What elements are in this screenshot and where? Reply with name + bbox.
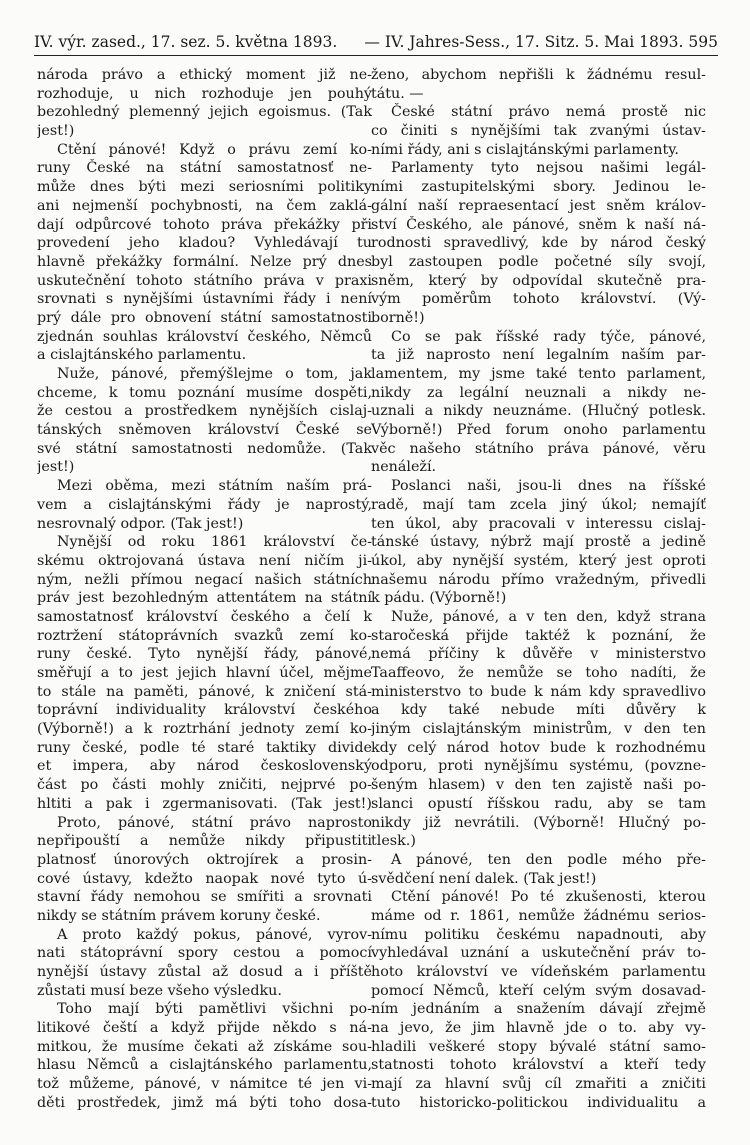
- text-line: prý dále pro obnovení státní samostatnosti: [37, 309, 372, 326]
- text-line: nesrovnalý odpor. (Tak jest!): [37, 515, 244, 532]
- text-line: zůstati musí beze všeho výsledku.: [37, 982, 282, 999]
- text-line: et impera, aby národ československý: [37, 758, 372, 775]
- text-line: vyhledával uznání a uskutečnění práv to-: [371, 945, 706, 962]
- text-line: nepřipouští a nemůže nikdy připustiti: [37, 833, 372, 850]
- text-line: byl zastoupen podle početné síly svojí,: [371, 253, 706, 270]
- text-line: jest!): [37, 459, 75, 476]
- text-line: tlesk.): [371, 833, 416, 850]
- text-line: borně!): [371, 309, 425, 326]
- text-line: Co se pak říšské rady týče, pánové,: [391, 328, 706, 345]
- text-line: co činiti s nynějšími tak zvanými ústav-: [371, 123, 706, 140]
- right-column: [371, 66, 706, 1113]
- text-line: roztržení státoprávních svazků zemí ko-: [37, 627, 372, 644]
- text-line: děti prostředek, jimž má býti toho dosa-: [37, 1094, 372, 1111]
- text-line: tuto historicko-politickou individualitu a: [371, 1094, 706, 1111]
- text-line: jiným cislajtánským ministrům, v den ten: [371, 721, 706, 738]
- text-line: nynější ústavy zůstal až dosud a i příště: [37, 964, 372, 980]
- text-line: provedení jeho kladou? Vyhledávají tu: [37, 235, 372, 252]
- text-line: Proto, pánové, státní právo naprosto: [57, 814, 372, 831]
- text-line: tátu. —: [371, 85, 424, 102]
- text-line: Výborně!) Před forum onoho parlamentu: [371, 422, 706, 439]
- text-line: cové ústavy, kdežto naopak nové tyto ú-: [37, 870, 372, 887]
- text-line: stavní řády nemohou se smířiti a srovnati: [37, 889, 372, 906]
- text-line: mitkou, že musíme čekati až získáme sou-: [37, 1038, 372, 1055]
- text-line: České státní právo nemá prostě nic: [391, 104, 706, 121]
- text-line: na jevo, že jim hlavně jde o to. aby vy-: [371, 1020, 706, 1037]
- text-line: Mezi oběma, mezi státním naším prá-: [57, 478, 372, 495]
- text-line: nikdy za legální neuznali a nikdy ne-: [371, 384, 706, 401]
- text-line: bezohledný plemenný jejich egoismus. (Tak: [37, 104, 372, 121]
- text-line: ními zastupitelskými sbory. Jedinou le-: [371, 179, 706, 196]
- left-column: [37, 66, 372, 1113]
- text-line: ani nejmenší pochybnosti, na čem zaklá-: [37, 197, 372, 214]
- text-line: nemá příčiny k důvěře v ministerstvo: [371, 646, 706, 663]
- text-line: rozhoduje, u nich rozhoduje jen pouhý: [37, 85, 372, 102]
- text-line: hltiti a pak i zgermanisovati. (Tak jest!): [37, 795, 372, 812]
- text-line: tánských sněmoven království České se: [37, 422, 372, 439]
- text-line: runy České na státní samostatnosť ne-: [37, 160, 372, 177]
- text-line: toprávní individuality království českého: [37, 702, 372, 719]
- text-line: ním jednáním a snažením dávají zřejmě: [371, 1001, 706, 1018]
- text-line: hlavně překážky formální. Nelze prý dnes: [37, 253, 372, 270]
- text-line: odporu, proti nynějšímu systému, (povzne-: [371, 758, 706, 775]
- text-line: a cislajtánského parlamentu.: [37, 347, 247, 364]
- text-line: hlasu Němců a cislajtánského parlamentu,: [37, 1057, 372, 1074]
- text-line: litikové čeští a když přijde někdo s ná-: [37, 1020, 372, 1037]
- text-line: šeným hlasem) v den ten zajistě naši po-: [371, 777, 706, 794]
- text-line: slanci opustí říšskou radu, aby se tam: [371, 795, 706, 812]
- text-line: samostatnosť království českého a čelí k: [37, 608, 372, 625]
- text-line: Taaffeovo, že nemůže se toho nadíti, že: [371, 665, 706, 681]
- text-line: runy české. Tyto nynější řády, pánové,: [37, 646, 372, 663]
- text-line: srovnati s nynějšími ústavními řády i není: [37, 291, 372, 308]
- text-line: nímu politiku českému napadnouti, aby: [371, 926, 706, 943]
- text-line: tánské ústavy, nýbrž mají prostě a jedině: [371, 534, 706, 551]
- text-line: ta již naprosto není legalním naším par-: [371, 347, 706, 364]
- text-line: lamentem, my jsme také tento parlament,: [371, 366, 706, 382]
- header-right: — IV. Jahres-Sess., 17. Sitz. 5. Mai 1893. 595: [364, 33, 718, 51]
- text-line: ženo, abychom nepřišli k žádnému resul-: [371, 67, 706, 83]
- text-line: rodnosti spravedlivý, kde by národ český: [371, 235, 706, 252]
- text-line: svědčení není dalek. (Tak jest!): [371, 870, 597, 887]
- text-line: statnosti tohoto království a kteří tedy: [371, 1057, 706, 1074]
- text-line: ným, nežli přímou negací našich státních: [37, 571, 372, 588]
- text-line: A proto každý pokus, pánové, vyrov-: [57, 926, 372, 943]
- text-line: runy české, podle té staré taktiky divide: [37, 739, 372, 756]
- text-line: věc našeho státního práva pánové, věru: [371, 440, 706, 457]
- text-line: to stále na paměti, pánové, k zničení stá-: [37, 683, 372, 700]
- running-header: [34, 31, 718, 56]
- text-line: své státní samostatnosti nedomůže. (Tak: [37, 440, 372, 457]
- text-line: že cestou a prostředkem nynějších cislaj-: [37, 403, 372, 420]
- text-line: (Výborně!) a k roztrhání jednoty zemí ko-: [37, 721, 372, 738]
- text-line: nenáleží.: [371, 459, 437, 476]
- text-line: k pádu. (Výborně!): [371, 590, 507, 607]
- text-line: vem a cislajtánskými řády je naprostý,: [37, 496, 372, 513]
- text-line: směřují a to jest jejich hlavní účel, mějme: [37, 665, 372, 681]
- text-line: kdy celý národ hotov bude k rozhodnému: [371, 739, 706, 756]
- text-line: národa právo a ethický moment již ne-: [37, 67, 372, 83]
- text-line: Ctění pánové! Po té zkušenosti, kterou: [391, 889, 706, 906]
- text-line: práv jest bezohledným attentátem na státní: [37, 590, 372, 607]
- text-line: hladili veškeré stopy bývalé státní samo-: [371, 1038, 706, 1055]
- text-line: staročeská přijde taktéž k poznání, že: [371, 627, 706, 644]
- text-line: Ctění pánové! Když o právu zemí ko-: [57, 141, 372, 158]
- text-line: tož můžeme, pánové, v námitce té jen vi-: [37, 1076, 372, 1093]
- text-line: gální naší repraesentací jest sněm králov-: [371, 197, 706, 214]
- text-line: hoto království ve vídeňském parlamentu: [371, 964, 706, 980]
- header-left: IV. výr. zased., 17. sez. 5. května 1893.: [34, 33, 338, 51]
- text-line: nati státoprávní spory cestou a pomocí: [37, 945, 372, 962]
- text-line: ten úkol, aby pracovali v interessu cislaj-: [371, 515, 706, 532]
- text-line: mají za hlavní svůj cíl zmařiti a zničiti: [371, 1076, 706, 1093]
- text-line: úkol, aby nynější systém, který jest oproti: [371, 552, 706, 569]
- text-line: nikdy se státním právem koruny české.: [37, 907, 321, 924]
- text-line: ministerstvo to bude k nám kdy spravedlivo: [371, 683, 706, 700]
- text-line: jest!): [37, 123, 75, 140]
- text-line: dají odpůrcové tohoto práva překážky při: [37, 216, 372, 233]
- text-line: Nuže, pánové, a v ten den, když strana: [391, 608, 706, 625]
- text-line: máme od r. 1861, nemůže žádnému serios-: [371, 907, 706, 924]
- text-line: našemu národu přímo vražedným, přivedli: [371, 571, 706, 588]
- text-line: skému oktrojovaná ústava není ničím ji-: [37, 552, 372, 569]
- text-line: pomocí Němců, kteří celým svým dosavad-: [371, 982, 706, 999]
- text-line: radě, mají tam zcela jiný úkol; nemajíť: [371, 496, 706, 513]
- text-line: Parlamenty tyto nejsou našimi legál-: [391, 160, 706, 177]
- text-line: ními řády, ani s cislajtánskými parlamenty.: [371, 141, 679, 158]
- text-line: platnosť únorových oktrojírek a prosin-: [37, 851, 372, 868]
- text-line: nikdy již nevrátili. (Výborně! Hlučný po-: [371, 814, 706, 831]
- text-line: ství Českého, ale pánové, sněm k naší ná-: [371, 216, 706, 233]
- text-line: může dnes býti mezi seriosními politiky: [37, 179, 372, 196]
- text-line: A pánové, ten den podle mého pře-: [391, 851, 706, 868]
- text-line: Toho mají býti pamětlivi všichni po-: [57, 1001, 372, 1018]
- text-line: zjednán souhlas království českého, Němců: [37, 328, 372, 345]
- text-line: část po části mohly zničiti, nejprvé po-: [37, 777, 372, 794]
- text-line: Poslanci naši, jsou-li dnes na říšské: [391, 478, 706, 495]
- text-line: uznali a nikdy neuznáme. (Hlučný potlesk.: [371, 403, 706, 420]
- text-line: a kdy také nebude míti důvěry k: [371, 702, 706, 719]
- text-line: sněm, který by odpovídal skutečně pra-: [371, 272, 706, 289]
- text-line: uskutečnění tohoto státního práva v praxi: [37, 272, 372, 289]
- text-line: chceme, k tomu poznání musíme dospěti,: [37, 384, 372, 401]
- text-line: Nynější od roku 1861 království če-: [57, 534, 372, 551]
- text-line: Nuže, pánové, přemýšlejme o tom, jak: [57, 366, 372, 382]
- text-line: vým poměrům tohoto království. (Vý-: [371, 291, 706, 308]
